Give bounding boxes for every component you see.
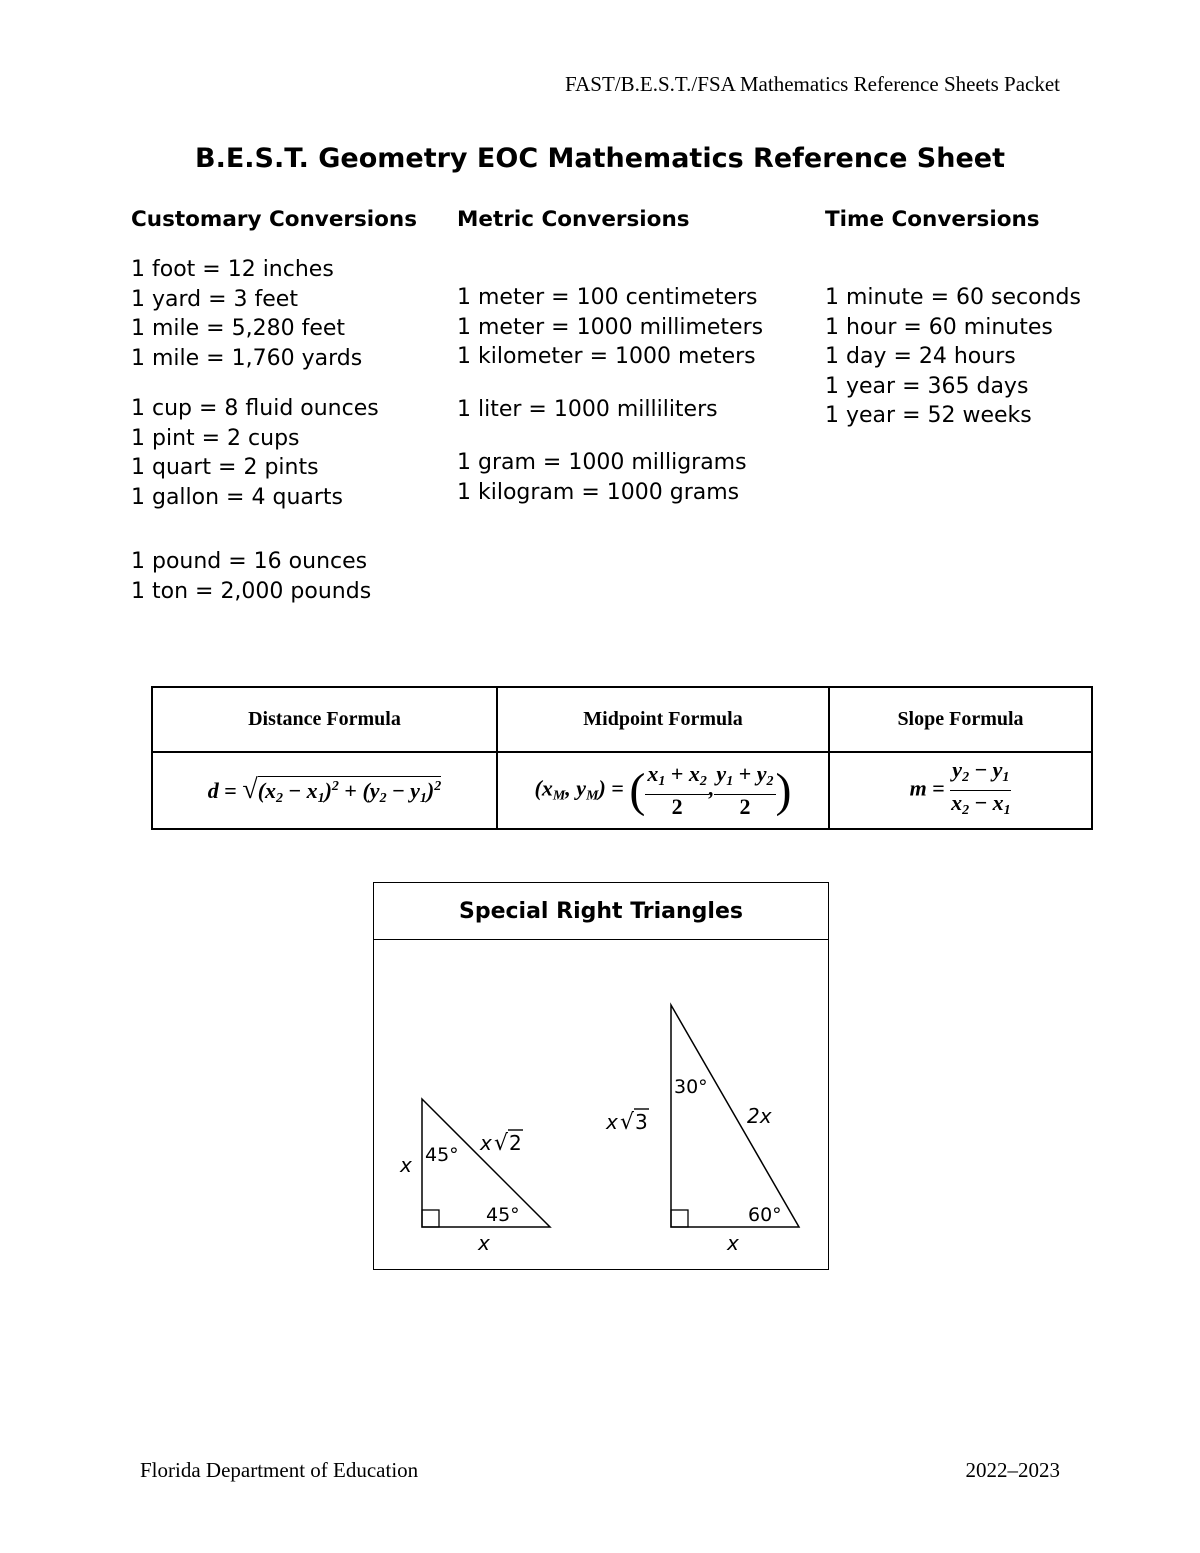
conversion-item: 1 kilogram = 1000 grams	[457, 479, 740, 505]
slope-fraction	[950, 758, 1011, 823]
customary-volume-group	[131, 394, 431, 512]
conversion-item: 1 pound = 16 ounces	[131, 549, 368, 574]
formula-op: +	[670, 761, 684, 786]
formula-op: +	[738, 761, 752, 786]
time-group	[825, 283, 1125, 431]
conversion-item: 1 mile = 5,280 feet	[131, 316, 346, 341]
special-right-triangles-box	[373, 882, 829, 1270]
formula-sub: 1	[726, 774, 734, 789]
formula-sub: 2	[962, 803, 970, 818]
slope-formula	[829, 752, 1092, 829]
formula-den: 2	[671, 794, 683, 819]
formula-op: +	[344, 778, 357, 803]
formula-var: x	[306, 778, 318, 803]
formula-header-row	[152, 687, 1092, 752]
midpoint-formula-heading: Midpoint Formula	[497, 687, 829, 752]
formula-table	[151, 686, 1093, 830]
distance-formula	[152, 752, 497, 829]
customary-heading: Customary Conversions	[131, 207, 418, 232]
metric-volume-group	[457, 395, 807, 425]
midpoint-x-fraction	[645, 762, 709, 819]
formula-var: , y	[565, 775, 587, 801]
formula-var: y	[410, 778, 420, 803]
conversion-item: 1 mile = 1,760 yards	[131, 345, 363, 371]
formula-var: x	[951, 790, 963, 815]
formula-sub: 2	[962, 770, 970, 785]
conversion-item: 1 gram = 1000 milligrams	[457, 450, 747, 475]
conversion-item: 1 cup = 8 fluid ounces	[131, 396, 379, 421]
formula-sup: 2	[331, 779, 339, 794]
formula-var: x	[265, 778, 277, 803]
formula-op: )	[598, 775, 606, 801]
t45-hyp-x: x	[480, 1131, 492, 1155]
radicand: $(x_2 - x_1)^2 + (y_2 - y_1)^2$	[257, 778, 442, 806]
formula-var: d	[207, 778, 219, 803]
formula-sub: 1	[1002, 770, 1010, 785]
conversion-item: 1 meter = 1000 millimeters	[457, 314, 764, 340]
formula-var: y	[756, 761, 767, 786]
formula-var: x	[688, 761, 700, 786]
t30-angle-right: 60°	[748, 1204, 782, 1226]
conversion-item: 1 year = 365 days	[825, 373, 1029, 399]
distance-formula-heading: Distance Formula	[152, 687, 497, 752]
midpoint-y-fraction	[714, 762, 775, 819]
special-right-triangles-heading: Special Right Triangles	[374, 883, 828, 940]
t45-leg-left-label: x	[400, 1153, 412, 1177]
customary-length-group	[131, 255, 431, 373]
formula-op: =	[611, 775, 624, 801]
customary-conversions-column	[131, 205, 431, 606]
t30-hyp-label: 2x	[747, 1104, 772, 1128]
t30-leg-left-root: 3	[635, 1110, 648, 1134]
triangles-diagram	[374, 883, 830, 1271]
radical-sign: √	[242, 774, 258, 805]
formula-sub: 1	[658, 774, 666, 789]
formula-op: =	[932, 775, 945, 801]
metric-length-group	[457, 283, 807, 372]
conversion-item: 1 quart = 2 pints	[131, 455, 319, 480]
footer-right: 2022–2023	[965, 1458, 1060, 1482]
slope-formula-heading: Slope Formula	[829, 687, 1092, 752]
t30-radical-sign: √	[620, 1110, 635, 1135]
formula-op: −	[974, 757, 988, 782]
conversion-item: 1 gallon = 4 quarts	[131, 484, 343, 510]
conversion-item: 1 pint = 2 cups	[131, 425, 300, 451]
formula-sub: 2	[379, 791, 387, 806]
formula-den: 2	[739, 794, 751, 819]
formula-sub: 1	[1003, 803, 1011, 818]
right-paren: )	[775, 764, 792, 817]
formula-var: x	[992, 790, 1004, 815]
formula-var: y	[992, 757, 1003, 782]
formula-sub: 2	[766, 774, 774, 789]
formula-sup: 2	[434, 779, 442, 794]
metric-mass-group	[457, 448, 807, 507]
metric-heading: Metric Conversions	[457, 207, 690, 232]
left-paren: (	[629, 764, 646, 817]
t45-angle-top: 45°	[425, 1144, 459, 1166]
page-title: B.E.S.T. Geometry EOC Mathematics Reference Sheet	[195, 143, 1005, 174]
conversion-item: 1 year = 52 weeks	[825, 403, 1032, 428]
conversion-item: 1 meter = 100 centimeters	[457, 285, 758, 310]
triangle-30-60-90	[671, 1005, 799, 1227]
t30-leg-bottom-label: x	[727, 1231, 739, 1255]
t45-radical-sign: √	[494, 1131, 509, 1156]
midpoint-formula	[497, 752, 829, 829]
conversion-item: 1 day = 24 hours	[825, 344, 1016, 369]
conversion-item: 1 minute = 60 seconds	[825, 285, 1081, 310]
formula-var: y	[716, 761, 727, 786]
formula-sub: M	[552, 788, 566, 804]
t45-hyp-root: 2	[509, 1131, 522, 1155]
right-angle-marker	[671, 1210, 688, 1227]
formula-sub: 1	[419, 791, 427, 806]
conversion-item: 1 yard = 3 feet	[131, 286, 298, 312]
t30-angle-top: 30°	[674, 1076, 708, 1098]
conversion-item: 1 liter = 1000 milliliters	[457, 396, 718, 422]
formula-op: −	[288, 778, 302, 803]
metric-conversions-column	[457, 205, 807, 507]
right-angle-marker	[422, 1210, 439, 1227]
t30-leg-left-x: x	[606, 1110, 618, 1134]
formula-op: −	[974, 790, 988, 815]
formula-sub: M	[586, 788, 599, 804]
header-line: FAST/B.E.S.T./FSA Mathematics Reference Sheets Packet	[565, 72, 1060, 96]
t45-angle-right: 45°	[486, 1204, 520, 1226]
formula-var: (x	[534, 775, 553, 801]
footer-left: Florida Department of Education	[140, 1458, 419, 1482]
formula-var: x	[647, 761, 659, 786]
formula-op: =	[224, 778, 237, 803]
formula-sub: 1	[317, 791, 325, 806]
formula-sub: 2	[276, 791, 284, 806]
conversion-item: 1 hour = 60 minutes	[825, 314, 1053, 340]
conversion-item: 1 kilometer = 1000 meters	[457, 344, 756, 369]
time-heading: Time Conversions	[825, 207, 1040, 232]
customary-weight-group	[131, 547, 431, 606]
formula-sub: 2	[699, 774, 707, 789]
conversion-item: 1 foot = 12 inches	[131, 257, 334, 282]
formula-var: m	[909, 775, 927, 801]
formula-var: y	[952, 757, 963, 782]
formula-var: y	[369, 778, 380, 803]
formula-body-row	[152, 752, 1092, 829]
t45-leg-bottom-label: x	[478, 1231, 490, 1255]
time-conversions-column	[825, 205, 1125, 431]
formula-op: ,	[708, 775, 715, 801]
formula-op: −	[392, 778, 405, 803]
conversion-item: 1 ton = 2,000 pounds	[131, 578, 372, 604]
